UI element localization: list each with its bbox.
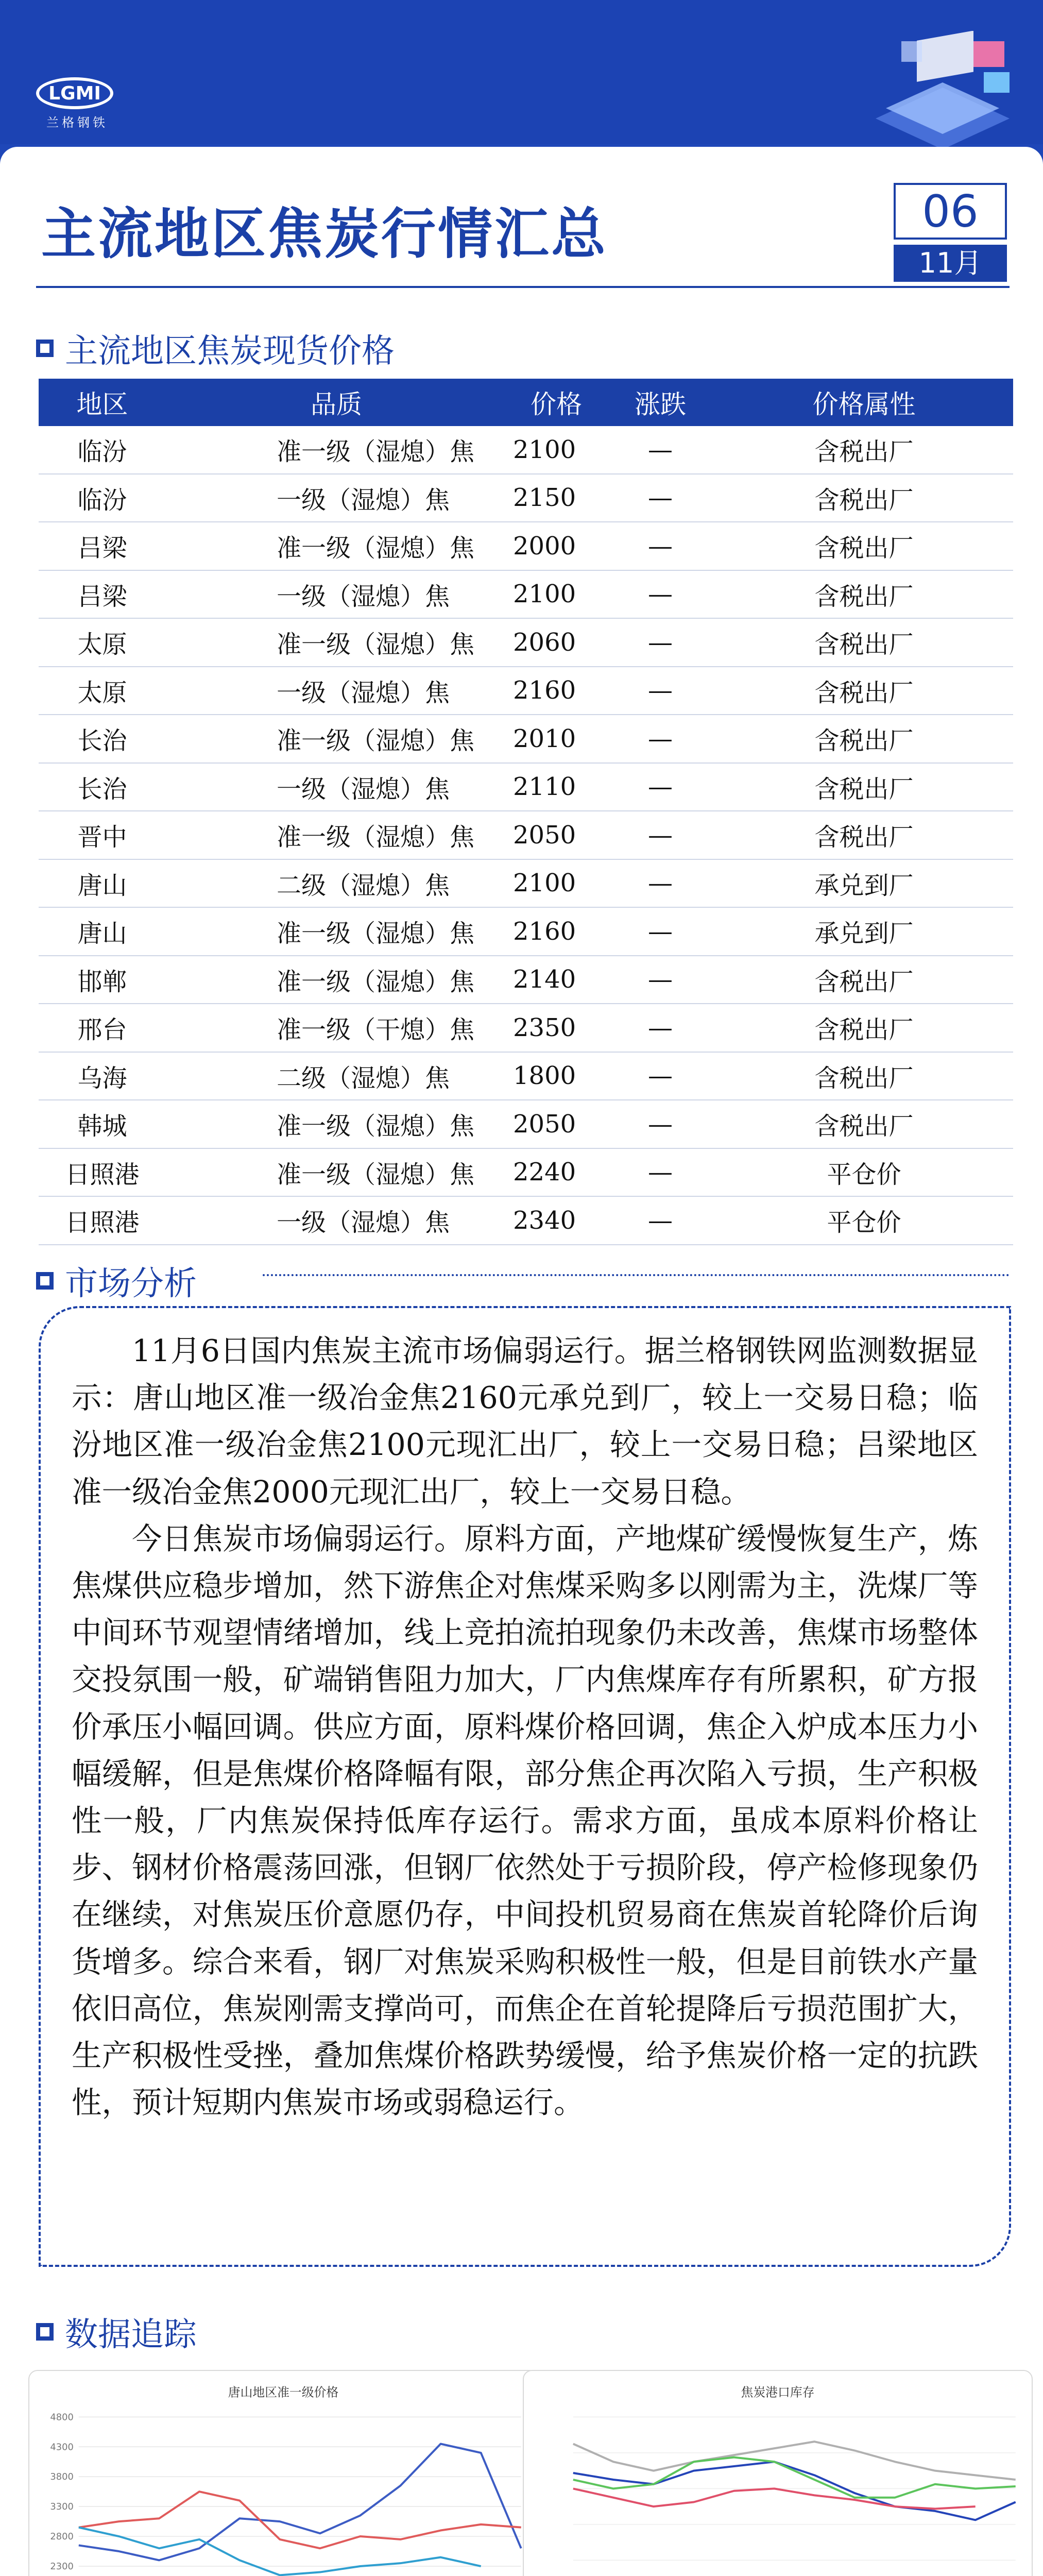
cell-attribute: 含税出厂: [715, 570, 1013, 619]
chart-tangshan-price: [28, 2370, 538, 2576]
cell-quality: 一级（湿熄）焦: [166, 667, 507, 715]
cell-region: 临汾: [39, 474, 166, 522]
date-month: 11月: [894, 245, 1007, 282]
cell-attribute: 含税出厂: [715, 1052, 1013, 1100]
cell-region: 韩城: [39, 1100, 166, 1148]
cell-quality: 一级（湿熄）焦: [166, 570, 507, 619]
cell-region: 太原: [39, 667, 166, 715]
series-line-2022年: [79, 2492, 521, 2548]
cell-region: 唐山: [39, 907, 166, 956]
cell-quality: 准一级（湿熄）焦: [166, 1148, 507, 1197]
cell-attribute: 含税出厂: [715, 715, 1013, 763]
cell-region: 唐山: [39, 859, 166, 908]
price-table: [39, 379, 1013, 1245]
table-row: [39, 859, 1013, 908]
cell-change: —: [606, 474, 715, 522]
y-tick-label: 2300: [50, 2561, 74, 2572]
analysis-paragraph-2: 今日焦炭市场偏弱运行。原料方面，产地煤矿缓慢恢复生产，炼焦煤供应稳步增加，然下游焦企对焦煤采购多以刚需为主，洗煤厂等中间环节观望情绪增加，线上竞拍流拍现象仍未改善，焦煤市场整体交投氛围一般，矿端销售阻力加大，厂内焦煤库存有所累积，矿方报价承压小幅回调。供应方面，原料煤价格回调，焦企入炉成本压力小幅缓解，但是焦煤价格降幅有限，部分焦企再次陷入亏损，生产积极性一般，厂内焦炭保持低库存运行。需求方面，虽成本原料价格让步、钢材价格震荡回涨，但钢厂依然处于亏损阶段，停产检修现象仍在继续，对焦炭压价意愿仍存，中间投机贸易商在焦炭首轮降价后询货增多。综合来看，钢厂对焦炭采购积极性一般，但是目前铁水产量依旧高位，焦炭刚需支撑尚可，而焦企在首轮提降后亏损范围扩大，生产积极性受挫，叠加焦煤价格跌势缓慢，给予焦炭价格一定的抗跌性，预计短期内焦炭市场或弱稳运行。: [72, 1521, 978, 2121]
cell-quality: 准一级（湿熄）焦: [166, 907, 507, 956]
cell-price: 2140: [507, 956, 606, 1004]
cell-region: 长治: [39, 715, 166, 763]
cell-attribute: 承兑到厂: [715, 859, 1013, 908]
table-row: [39, 1052, 1013, 1100]
table-row: [39, 763, 1013, 811]
cell-region: 临汾: [39, 426, 166, 474]
y-tick-label: 4800: [50, 2412, 74, 2423]
brand-logo: [36, 77, 118, 130]
analysis-paragraph-1: 11月6日国内焦炭主流市场偏弱运行。据兰格钢铁网监测数据显示：唐山地区准一级冶金焦2160元承兑到厂，较上一交易日稳；临汾地区准一级冶金焦2100元现汇出厂，较上一交易日稳；吕梁地区准一级冶金焦2000元现汇出厂，较上一交易日稳。: [72, 1333, 978, 1510]
y-tick-label: 3300: [50, 2501, 74, 2513]
cell-price: 2010: [507, 715, 606, 763]
table-row: [39, 1196, 1013, 1245]
cell-region: 邢台: [39, 1004, 166, 1052]
series-line-2021年: [79, 2444, 521, 2561]
cell-change: —: [606, 1196, 715, 1245]
y-tick-label: 2800: [50, 2531, 74, 2543]
date-badge: [894, 183, 1007, 286]
cell-quality: 一级（湿熄）焦: [166, 474, 507, 522]
cell-attribute: 含税出厂: [715, 1100, 1013, 1148]
cell-change: —: [606, 859, 715, 908]
cell-price: 2150: [507, 474, 606, 522]
cell-change: —: [606, 426, 715, 474]
cell-attribute: 含税出厂: [715, 522, 1013, 570]
cell-price: 2160: [507, 667, 606, 715]
cell-region: 吕梁: [39, 522, 166, 570]
logo-mark: LGMI: [36, 77, 113, 109]
chart-svg: [29, 2371, 537, 2576]
cell-price: 2100: [507, 570, 606, 619]
table-row: [39, 1148, 1013, 1197]
cell-price: 2100: [507, 859, 606, 908]
cell-price: 1800: [507, 1052, 606, 1100]
cell-region: 乌海: [39, 1052, 166, 1100]
cell-change: —: [606, 956, 715, 1004]
cell-change: —: [606, 570, 715, 619]
table-row: [39, 715, 1013, 763]
cell-attribute: 含税出厂: [715, 1004, 1013, 1052]
table-row: [39, 570, 1013, 619]
table-row: [39, 956, 1013, 1004]
section-divider: [263, 1274, 1010, 1276]
table-header-row: [39, 379, 1013, 426]
cell-change: —: [606, 522, 715, 570]
section-heading-data: [36, 2308, 197, 2355]
cell-quality: 一级（湿熄）焦: [166, 763, 507, 811]
cell-quality: 准一级（湿熄）焦: [166, 522, 507, 570]
cell-quality: 准一级（湿熄）焦: [166, 956, 507, 1004]
cell-region: 日照港: [39, 1196, 166, 1245]
cell-price: 2060: [507, 618, 606, 667]
cell-attribute: 平仓价: [715, 1196, 1013, 1245]
cell-quality: 准一级（湿熄）焦: [166, 426, 507, 474]
cell-attribute: 含税出厂: [715, 474, 1013, 522]
cell-price: 2050: [507, 1100, 606, 1148]
page-title: 主流地区焦炭行情汇总: [41, 202, 608, 266]
table-row: [39, 811, 1013, 859]
col-attribute: 价格属性: [715, 379, 1013, 426]
table-row: [39, 522, 1013, 570]
cell-change: —: [606, 1052, 715, 1100]
table-row: [39, 667, 1013, 715]
col-quality: 品质: [166, 379, 507, 426]
decorative-graphic: [855, 31, 1025, 149]
cell-price: 2110: [507, 763, 606, 811]
cell-price: 2100: [507, 426, 606, 474]
cell-price: 2050: [507, 811, 606, 859]
cell-region: 晋中: [39, 811, 166, 859]
section-title: 市场分析: [65, 1265, 197, 1303]
cell-quality: 一级（湿熄）焦: [166, 1196, 507, 1245]
cell-quality: 准一级（湿熄）焦: [166, 715, 507, 763]
cell-quality: 准一级（湿熄）焦: [166, 618, 507, 667]
section-marker-icon: [36, 340, 54, 357]
chart-port-inventory: [523, 2370, 1033, 2576]
y-tick-label: 3800: [50, 2471, 74, 2483]
cell-attribute: 含税出厂: [715, 956, 1013, 1004]
table-row: [39, 474, 1013, 522]
cell-region: 长治: [39, 763, 166, 811]
table-row: [39, 426, 1013, 474]
col-price: 价格: [507, 379, 606, 426]
cell-change: —: [606, 907, 715, 956]
cell-attribute: 含税出厂: [715, 667, 1013, 715]
chart-title: 唐山地区准一级价格: [228, 2385, 339, 2400]
table-row: [39, 1004, 1013, 1052]
brand-name: 兰格钢铁: [46, 115, 108, 130]
y-tick-label: 4300: [50, 2442, 74, 2453]
series-line-2020年: [573, 2442, 1016, 2480]
chart-title: 焦炭港口库存: [741, 2385, 815, 2400]
section-title: 数据追踪: [65, 2316, 197, 2354]
cell-change: —: [606, 763, 715, 811]
cell-attribute: 含税出厂: [715, 618, 1013, 667]
cell-price: 2160: [507, 907, 606, 956]
cell-attribute: 含税出厂: [715, 811, 1013, 859]
analysis-box: [39, 1306, 1011, 2267]
cell-region: 吕梁: [39, 570, 166, 619]
section-title: 主流地区焦炭现货价格: [65, 332, 395, 370]
cell-attribute: 含税出厂: [715, 426, 1013, 474]
chart-svg: [524, 2371, 1032, 2576]
cell-quality: 准一级（干熄）焦: [166, 1004, 507, 1052]
cell-region: 邯郸: [39, 956, 166, 1004]
cell-quality: 准一级（湿熄）焦: [166, 811, 507, 859]
cell-quality: 准一级（湿熄）焦: [166, 1100, 507, 1148]
col-region: 地区: [39, 379, 166, 426]
section-marker-icon: [36, 2323, 54, 2341]
cell-change: —: [606, 715, 715, 763]
date-day: 06: [894, 183, 1007, 240]
table-row: [39, 1100, 1013, 1148]
section-heading-price: [36, 325, 395, 372]
cell-attribute: 含税出厂: [715, 763, 1013, 811]
cell-region: 日照港: [39, 1148, 166, 1197]
cell-change: —: [606, 811, 715, 859]
cell-quality: 二级（湿熄）焦: [166, 1052, 507, 1100]
cell-quality: 二级（湿熄）焦: [166, 859, 507, 908]
table-row: [39, 618, 1013, 667]
cell-change: —: [606, 1004, 715, 1052]
cell-attribute: 平仓价: [715, 1148, 1013, 1197]
col-change: 涨跌: [606, 379, 715, 426]
cell-price: 2350: [507, 1004, 606, 1052]
cell-region: 太原: [39, 618, 166, 667]
cell-change: —: [606, 618, 715, 667]
section-heading-analysis: [36, 1257, 197, 1304]
section-marker-icon: [36, 1272, 54, 1290]
cell-attribute: 承兑到厂: [715, 907, 1013, 956]
cell-change: —: [606, 667, 715, 715]
cell-price: 2000: [507, 522, 606, 570]
cell-price: 2240: [507, 1148, 606, 1197]
cell-change: —: [606, 1148, 715, 1197]
cell-price: 2340: [507, 1196, 606, 1245]
cell-change: —: [606, 1100, 715, 1148]
title-divider: [36, 286, 1010, 288]
table-row: [39, 907, 1013, 956]
